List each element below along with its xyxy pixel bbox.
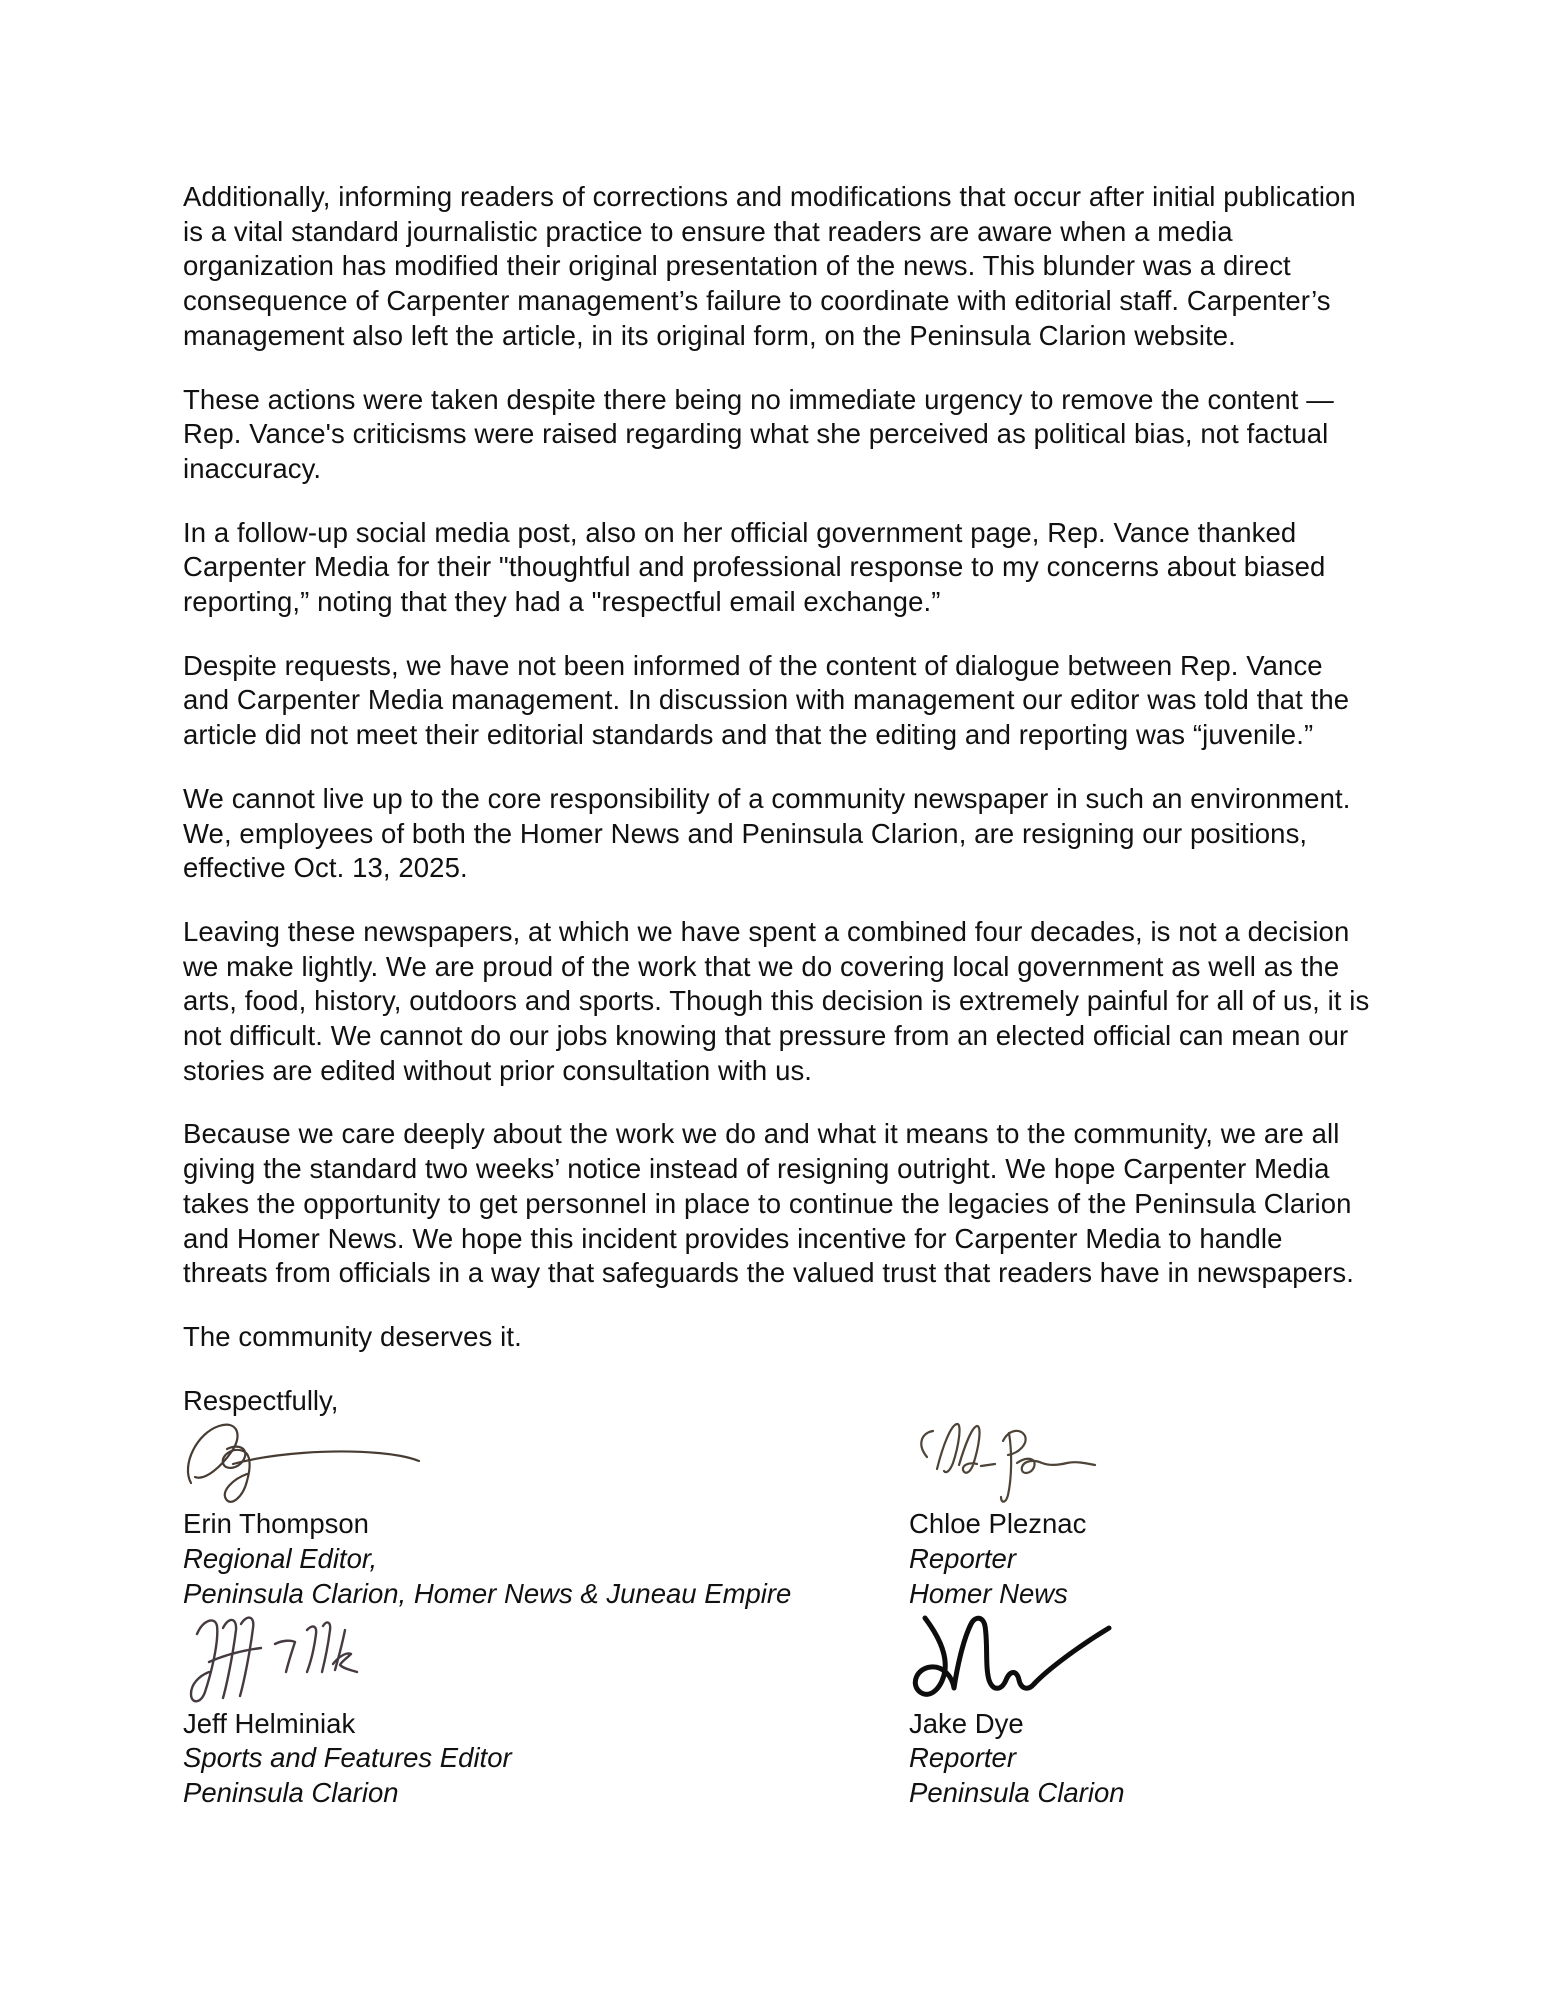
paragraph-corrections-practice: Additionally, informing readers of corrections and modifications that occur after initial publication is a vital standard journalistic practice to ensure that readers are aware when a media organization has modified their original presentation of the news. This blunder was a direct consequence of Carpenter management’s failure to coordinate with editorial staff. Carpenter’s management also left the article, in its original form, on the Peninsula Clarion website. [183, 181, 1356, 351]
erin-thompson-signature [183, 1419, 423, 1507]
signatory-title: Reporter [909, 1543, 1016, 1575]
jeff-helminiak-signature [183, 1612, 368, 1707]
chloe-pleznac-signature [909, 1419, 1114, 1507]
signatory-name: Jeff Helminiak [183, 1707, 356, 1739]
signatory-name: Erin Thompson [183, 1508, 369, 1540]
signatory-name: Jake Dye [909, 1707, 1024, 1739]
paragraph-no-urgency: These actions were taken despite there being no immediate urgency to remove the content — Rep. Vance's criticisms were raised regarding what she perceived as political bias, not factual inaccuracy. [183, 383, 1334, 484]
signature-grid [183, 1419, 1375, 1810]
signature-block-jake-dye [909, 1612, 1375, 1811]
signature-block-jeff-helminiak [183, 1612, 909, 1811]
signatory-organization: Peninsula Clarion, Homer News & Juneau Empire [183, 1577, 792, 1609]
signatory-name: Chloe Pleznac [909, 1508, 1087, 1540]
signatory-organization: Peninsula Clarion [183, 1776, 399, 1808]
paragraph-leaving-newspapers: Leaving these newspapers, at which we have spent a combined four decades, is not a decision we make lightly. We are proud of the work that we do covering local government as well as the arts, food, history, outdoors and sports. Though this decision is extremely painful for all of us, it is not difficult. We cannot do our jobs knowing that pressure from an elected official can mean our stories are edited without prior consultation with us. [183, 915, 1370, 1086]
paragraph-despite-requests: Despite requests, we have not been informed of the content of dialogue between Rep. Vance and Carpenter Media management. In discussion with management our editor was told that the article did not meet their editorial standards and that the editing and reporting was “juvenile.” [183, 649, 1350, 751]
paragraph-two-weeks-notice: Because we care deeply about the work we do and what it means to the community, we are all giving the standard two weeks’ notice instead of resigning outright. We hope Carpenter Media takes the opportunity to get personnel in place to continue the legacies of the Peninsula Clarion and Homer News. We hope this incident provides incentive for Carpenter Media to handle threats from officials in a way that safeguards the valued trust that readers have in newspapers. [183, 1118, 1354, 1289]
letter-body [183, 180, 1375, 1355]
signatory-title: Reporter [909, 1742, 1016, 1774]
paragraph-follow-up-post: In a follow-up social media post, also on her official government page, Rep. Vance thanked Carpenter Media for their "thoughtful and professional response to my concerns about biased reporting,” noting that they had a "respectful email exchange.” [183, 516, 1326, 618]
signatory-organization: Peninsula Clarion [909, 1776, 1125, 1808]
jake-dye-signature [909, 1612, 1144, 1707]
signatory-title: Sports and Features Editor [183, 1742, 512, 1774]
signature-block-erin-thompson [183, 1419, 909, 1611]
signatory-title: Regional Editor, [183, 1543, 378, 1575]
signatory-organization: Homer News [909, 1577, 1068, 1609]
paragraph-community-deserves: The community deserves it. [183, 1320, 522, 1352]
closing-salutation: Respectfully, [183, 1384, 339, 1416]
paragraph-resigning: We cannot live up to the core responsibility of a community newspaper in such an environment. We, employees of both the Homer News and Peninsula Clarion, are resigning our positions, effective Oct. 13, 2025. [183, 782, 1351, 884]
signature-block-chloe-pleznac [909, 1419, 1375, 1611]
